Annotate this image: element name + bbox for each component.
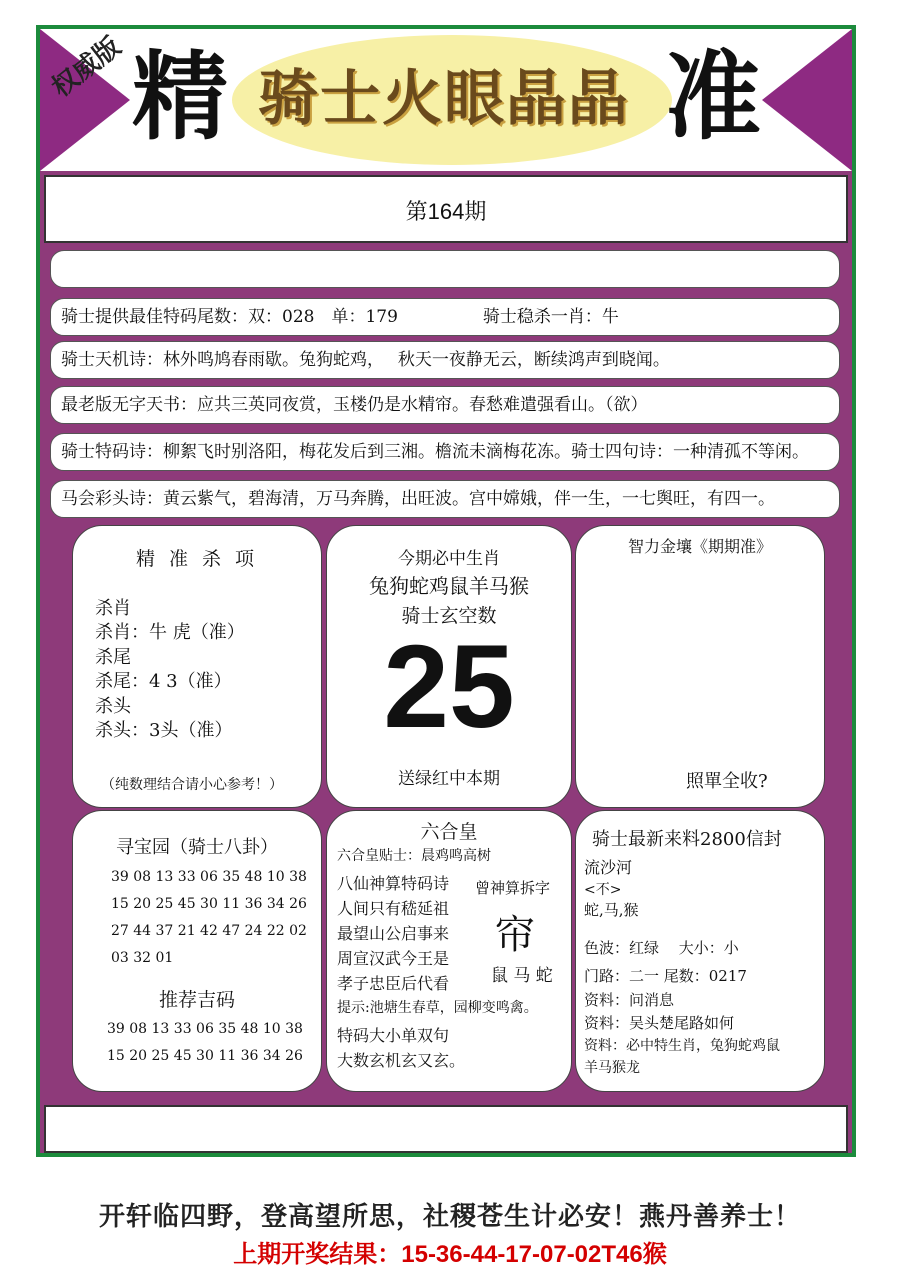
liuhe-line-2: 人间只有嵇延祖: [337, 899, 450, 918]
center-bottom: 送绿红中本期: [398, 769, 500, 789]
header-left-char: 精: [132, 40, 228, 153]
footer-band: [44, 1105, 848, 1153]
treasure-line-1: 39 08 13 33 06 35 48 10 38: [111, 869, 307, 885]
treasure-line-2: 15 20 25 45 30 11 36 34 26: [111, 896, 307, 912]
kill-line-6: 杀头：3头（准）: [95, 720, 233, 741]
split-char-zodiacs: 鼠 马 蛇: [491, 966, 553, 986]
issue-number: 第164期: [405, 199, 487, 224]
liuhe-title: 六合皇: [420, 821, 478, 843]
latest-line-6: 资料：问消息: [584, 991, 675, 1009]
liuhe-line-3: 最望山公启事来: [337, 924, 450, 943]
liuhe-end-1: 特码大小单双句: [337, 1026, 450, 1045]
footer-slogan: 开轩临四野，登高望所思，社稷苍生计必安！燕丹善养士！: [98, 1202, 801, 1232]
treasure-sub-line-2: 15 20 25 45 30 11 36 34 26: [107, 1048, 303, 1064]
kill-line-3: 杀尾: [95, 647, 131, 668]
liuhe-sticker: 六合皇贴士：晨鸡鸣高树: [337, 848, 491, 864]
treasure-line-4: 03 32 01: [111, 950, 174, 966]
tail-number-row: 骑士提供最佳特码尾数：双：028 单：179 骑士稳杀一肖：牛: [50, 298, 840, 336]
treasure-line-3: 27 44 37 21 42 47 24 22 02: [111, 923, 307, 939]
mystery-number: 25: [383, 621, 515, 753]
book-row: 最老版无字天书：应共三英同夜赏，玉楼仍是水精帘。春愁难遣强看山。（欲）: [50, 386, 840, 424]
kill-panel: [72, 525, 322, 808]
wisdom-title: 智力金壤《期期准》: [627, 537, 772, 556]
poem-row: 骑士天机诗：林外鸣鸠春雨歇。兔狗蛇鸡， 秋天一夜静无云，断续鸿声到晓闻。: [50, 341, 840, 379]
center-zodiacs: 兔狗蛇鸡鼠羊马猴: [369, 574, 529, 598]
liuhe-hint: 提示:池塘生春草，园柳变鸣禽。: [337, 1000, 538, 1016]
latest-line-7: 资料：吴头楚尾路如何: [584, 1014, 735, 1032]
liuhe-panel: [326, 810, 572, 1092]
issue-band: [44, 175, 848, 243]
latest-line-2: <不>: [584, 882, 622, 898]
wisdom-panel: [575, 525, 825, 808]
latest-panel: [575, 810, 825, 1092]
liuhe-line-1: 八仙神算特码诗: [337, 874, 450, 893]
liuhe-line-4: 周宣汉武今王是: [337, 949, 450, 968]
kill-line-4: 杀尾：4 3（准）: [95, 671, 232, 692]
latest-line-8: 资料：必中特生肖，兔狗蛇鸡鼠: [584, 1038, 780, 1054]
last-draw-result: 上期开奖结果：15-36-44-17-07-02T46猴: [233, 1241, 667, 1268]
center-panel: [326, 525, 572, 808]
center-subtitle: 骑士玄空数: [401, 605, 497, 627]
treasure-panel: [72, 810, 322, 1092]
latest-line-3: 蛇,马,猴: [584, 901, 639, 919]
wisdom-bottom: 照單全收?: [686, 771, 768, 792]
center-title: 今期必中生肖: [398, 549, 500, 569]
latest-title: 骑士最新来料2800信封: [592, 829, 782, 850]
treasure-sub-title: 推荐吉码: [158, 989, 235, 1011]
lucky-poem-row: 马会彩头诗：黄云紫气，碧海清，万马奔腾，出旺波。宫中嫦娥，伴一生，一七舆旺，有四一。: [50, 480, 840, 518]
latest-line-9: 羊马猴龙: [584, 1060, 640, 1076]
kill-line-1: 杀肖: [95, 598, 131, 619]
header-banner: [40, 29, 852, 171]
kill-note: （纯数理结合请小心参考！）: [101, 777, 283, 793]
latest-line-1: 流沙河: [584, 858, 633, 877]
treasure-sub-line-1: 39 08 13 33 06 35 48 10 38: [107, 1021, 303, 1037]
latest-line-5: 门路：二一 尾数：0217: [584, 967, 747, 985]
site-logo: 骑士火眼晶晶: [258, 64, 630, 134]
char-split-title: 曾神算拆字: [475, 879, 551, 897]
treasure-title: 寻宝园（骑士八卦）: [116, 837, 278, 858]
liuhe-line-5: 孝子忠臣后代看: [337, 974, 450, 993]
right-triangle: [762, 29, 852, 171]
liuhe-end-2: 大数玄机玄又玄。: [337, 1051, 466, 1070]
kill-title: 精 准 杀 项: [135, 548, 259, 570]
split-char: 帘: [495, 912, 535, 958]
header-right-char: 准: [665, 40, 761, 153]
blank-row: [50, 250, 840, 288]
kill-line-5: 杀头: [95, 696, 131, 717]
authority-badge: 权威版: [46, 31, 127, 104]
kill-line-2: 杀肖：牛 虎（准）: [95, 622, 245, 643]
latest-line-4: 色波：红绿 大小：小: [584, 939, 739, 957]
main-frame: [36, 25, 856, 1157]
special-poem-row: 骑士特码诗：柳絮飞时别洛阳，梅花发后到三湘。檐流未滴梅花冻。骑士四句诗：一种清孤不等闲。: [50, 433, 840, 471]
